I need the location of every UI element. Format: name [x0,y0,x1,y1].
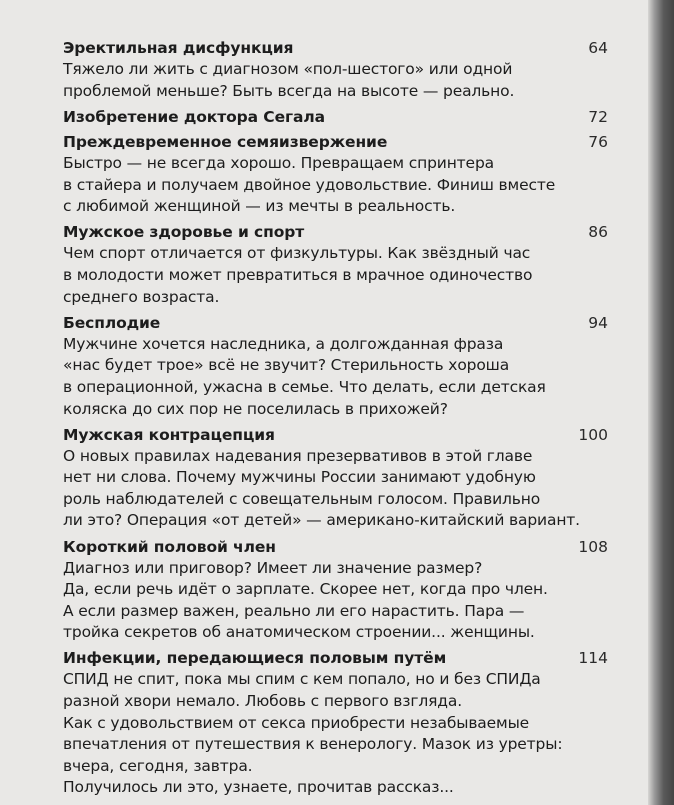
entry-page-number: 76 [588,133,608,152]
toc-entry [63,313,608,420]
entry-title: Инфекции, передающиеся половым путём [63,649,447,668]
entry-page-number: 100 [578,425,608,444]
description-line: Диагноз или приговор? Имеет ли значение размер? [63,558,483,577]
description-line: Мужчине хочется наследника, а долгожданная фраза [63,334,504,353]
description-line: О новых правилах надевания презервативов в этой главе [63,446,533,465]
entry-page-number: 108 [578,537,608,556]
toc-entry [63,537,608,644]
entry-description [63,153,608,218]
description-line: в стайера и получаем двойное удовольствие. Финиш вместе [63,175,556,194]
entry-title: Мужское здоровье и спорт [63,223,305,242]
description-line: с любимой женщиной — из мечты в реальность. [63,197,456,216]
description-line: Как с удовольствием от секса приобрести незабываемые [63,713,530,732]
entry-description [63,446,608,532]
entry-description [63,334,608,420]
description-line: Быстро — не всегда хорошо. Превращаем спринтера [63,154,494,173]
description-line: СПИД не спит, пока мы спим с кем попало, но и без СПИДа [63,670,541,689]
entry-description [63,243,608,308]
toc-entry [63,648,608,799]
entry-page-number: 94 [588,313,608,332]
entry-title: Изобретение доктора Сегала [63,107,325,126]
entry-title: Мужская контрацепция [63,425,275,444]
description-line: ли это? Операция «от детей» — американо-китайский вариант. [63,511,580,530]
description-line: роль наблюдателей с совещательным голосом. Правильно [63,489,541,508]
entry-description [63,669,608,799]
toc-entry [63,38,608,102]
description-line: среднего возраста. [63,287,220,306]
entry-title: Преждевременное семяизвержение [63,133,388,152]
page-edge-shadow [648,0,674,805]
description-line: Тяжело ли жить с диагнозом «пол-шестого» или одной [63,60,513,78]
description-line: нет ни слова. Почему мужчины России занимают удобную [63,468,536,487]
description-line: вчера, сегодня, завтра. [63,756,253,775]
entry-title: Короткий половой член [63,537,276,556]
description-line: коляска до сих пор не поселилась в прихожей? [63,399,448,418]
description-line: Да, если речь идёт о зарплате. Скорее нет, когда про член. [63,580,548,599]
entry-description [63,558,608,644]
description-line: тройка секретов об анатомическом строении... женщины. [63,623,535,642]
entry-page-number: 64 [588,39,608,57]
toc-entry [63,425,608,532]
toc-entry [63,132,608,218]
description-line: в молодости может превратиться в мрачное одиночество [63,266,533,285]
table-of-contents [63,38,608,803]
description-line: Чем спорт отличается от физкультуры. Как звёздный час [63,244,531,263]
description-line: проблемой меньше? Быть всегда на высоте — реально. [63,81,515,100]
toc-entry [63,107,608,128]
description-line: впечатления от путешествия к венерологу. Мазок из уретры: [63,735,563,754]
description-line: разной хвори немало. Любовь с первого взгляда. [63,691,462,710]
entry-page-number: 114 [578,649,608,668]
description-line: А если размер важен, реально ли его нарастить. Пара — [63,601,525,620]
entry-description [63,59,608,102]
entry-page-number: 72 [588,107,608,126]
entry-page-number: 86 [588,223,608,242]
toc-entry [63,222,608,308]
description-line: «нас будет трое» всё не звучит? Стерильность хороша [63,356,510,375]
description-line: Получилось ли это, узнаете, прочитав рассказ... [63,778,454,797]
description-line: в операционной, ужасна в семье. Что делать, если детская [63,377,546,396]
entry-title: Бесплодие [63,313,161,332]
entry-title: Эректильная дисфункция [63,39,294,57]
